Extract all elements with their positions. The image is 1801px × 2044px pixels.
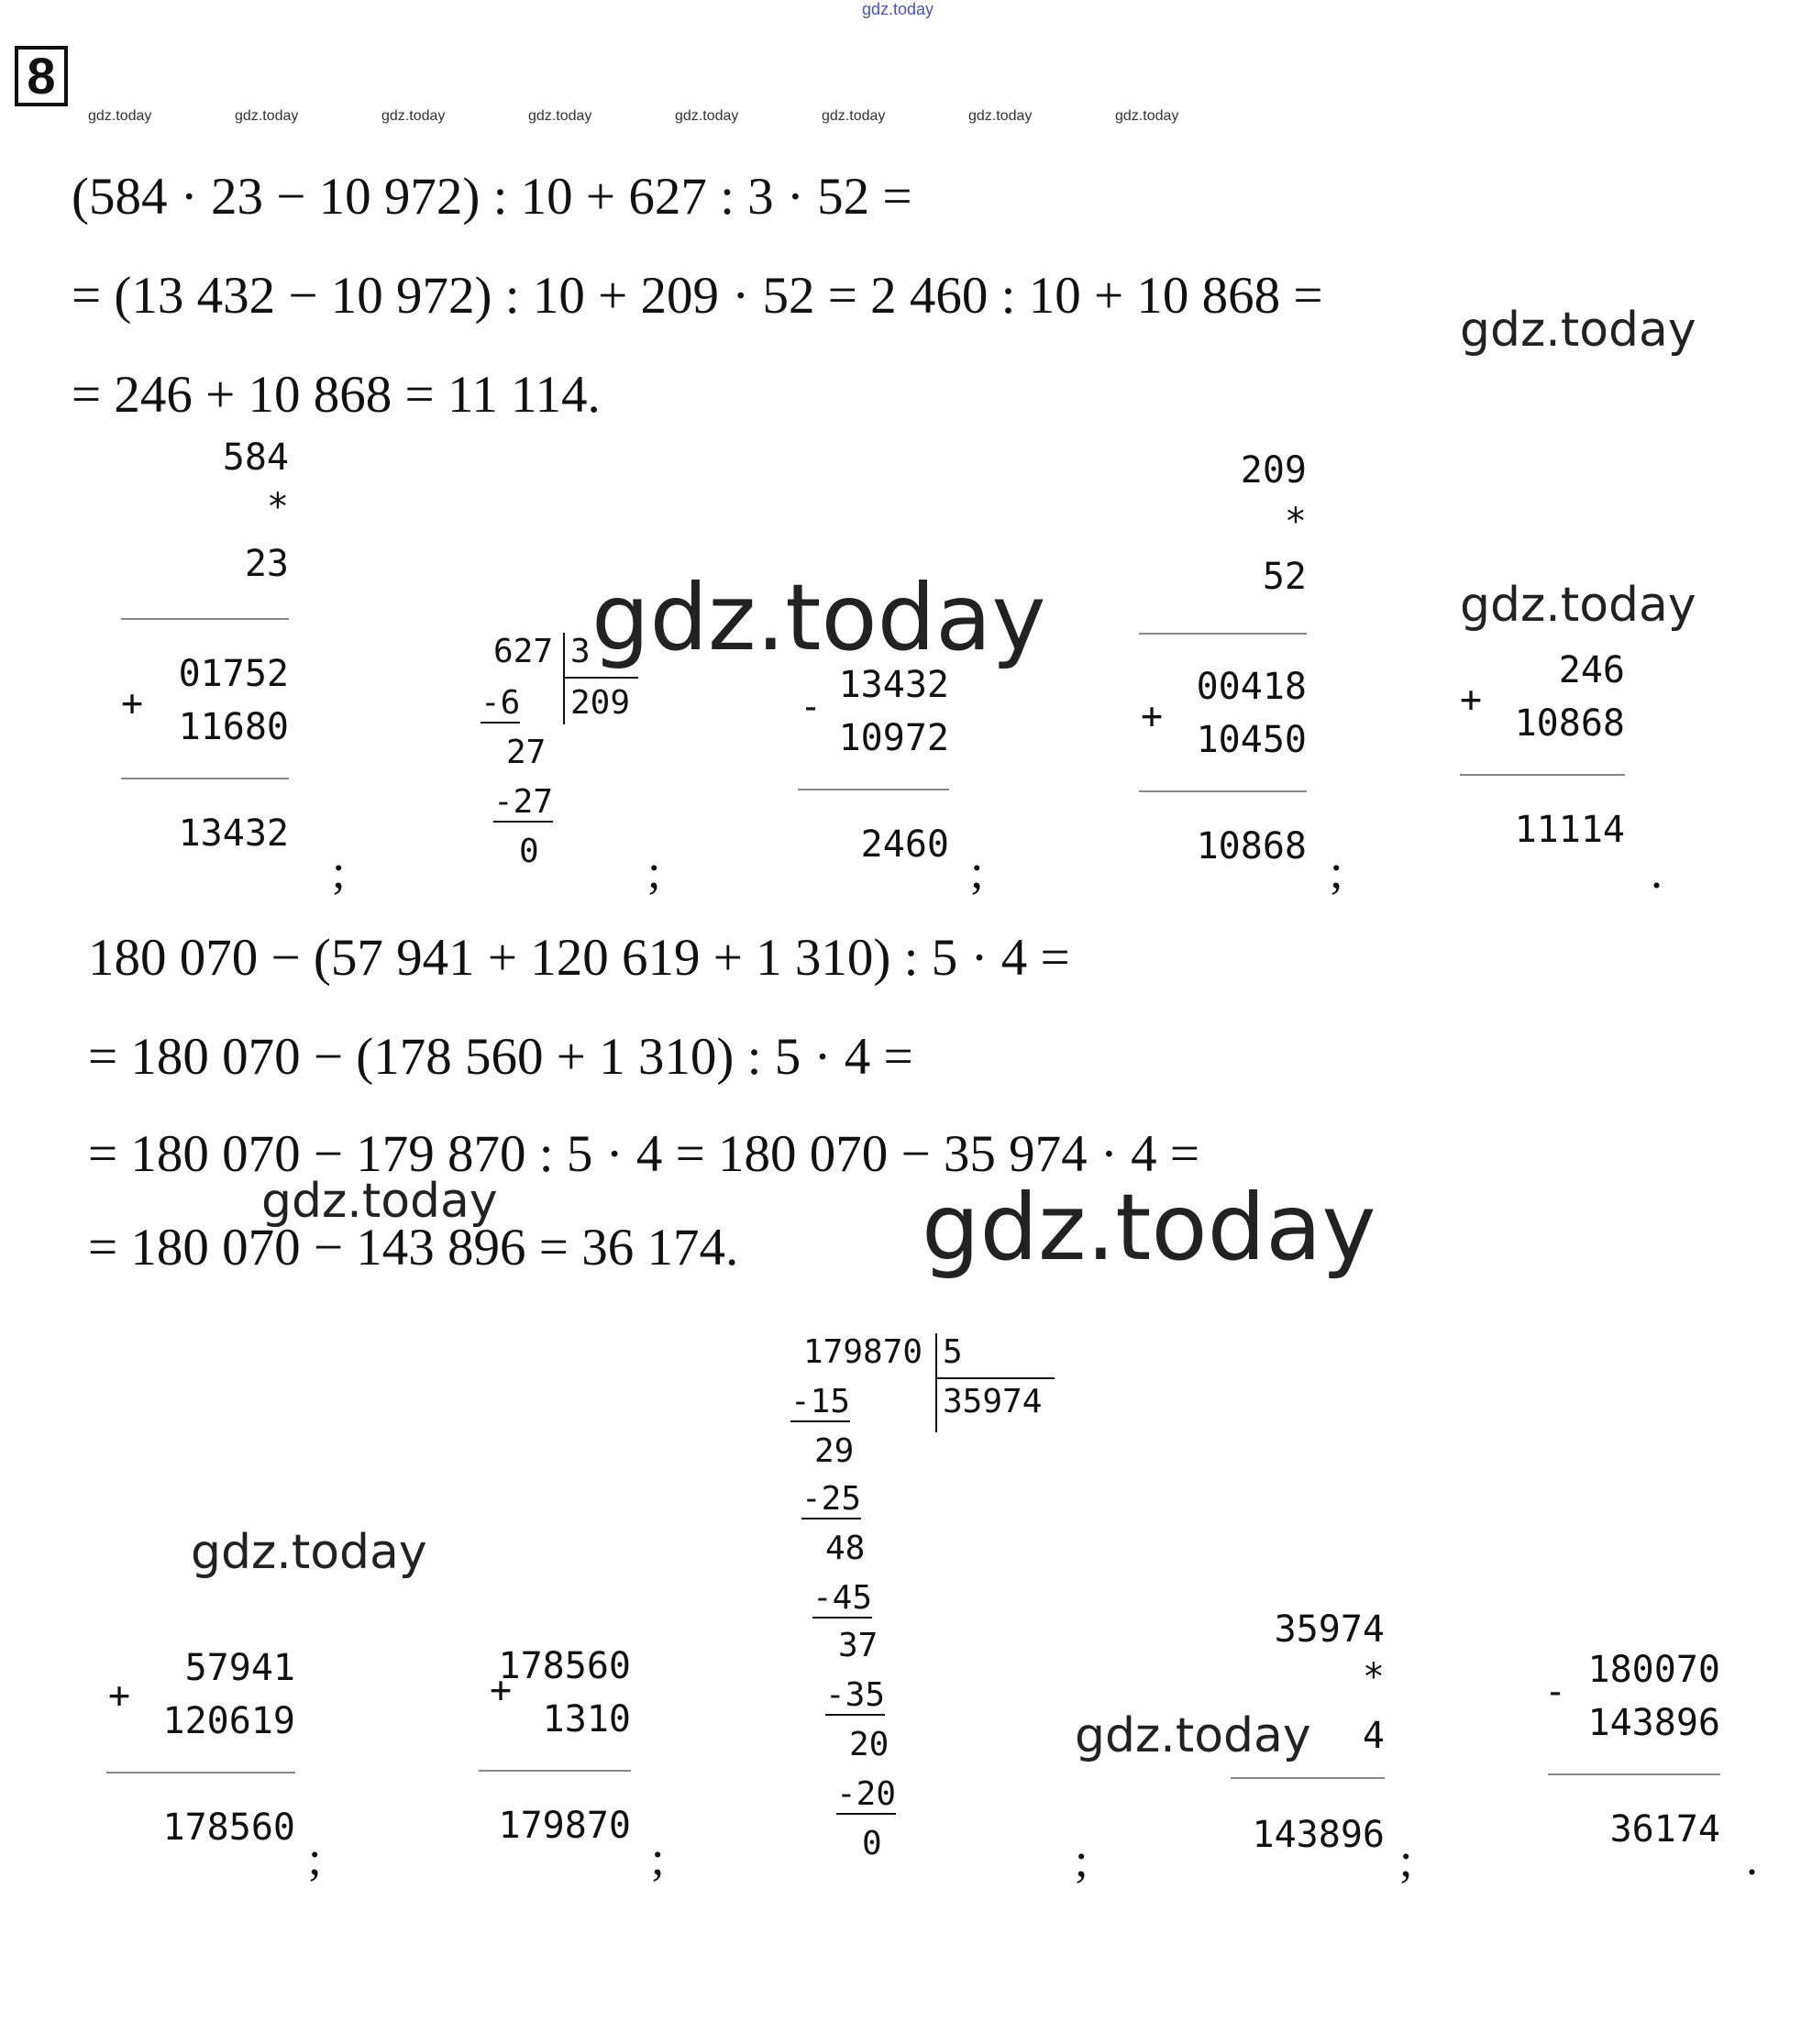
expr1-line3: = 246 + 10 868 = 11 114. (72, 366, 601, 424)
calc2-plus: + (1141, 695, 1164, 737)
div1-divider-vertical (563, 633, 565, 724)
mul3-semicolon: ; (1399, 1835, 1413, 1887)
div2-step-9: -20 (836, 1775, 897, 1813)
calc2-p2: 10450 (1196, 719, 1307, 761)
add1-period: . (1651, 846, 1663, 899)
div1-quotient: 209 (570, 684, 631, 722)
div2-step-2: 29 (814, 1432, 855, 1470)
calc2-op: * (1284, 501, 1307, 543)
div1-remainder-1: 27 (506, 734, 547, 771)
calc2-semicolon: ; (1330, 846, 1343, 899)
div2-step-10: 0 (862, 1825, 882, 1862)
div2-dividend: 179870 (803, 1333, 923, 1371)
watermark-row-7: gdz.today (968, 108, 1033, 124)
expr1-line2: = (13 432 − 10 972) : 10 + 209 · 52 = 2 460 : 10 + 10 868 = (72, 267, 1323, 325)
calc1-b: 23 (244, 543, 289, 585)
add2-plus: + (108, 1674, 131, 1717)
watermark-left-2: gdz.today (191, 1525, 427, 1580)
mul3-b: 4 (1362, 1715, 1385, 1757)
add3-plus: + (490, 1669, 513, 1711)
calc1-rule-2 (121, 778, 289, 779)
watermark-row-6: gdz.today (822, 108, 886, 124)
mul3-result: 143896 (1252, 1814, 1385, 1856)
mul3-a: 35974 (1274, 1608, 1385, 1651)
div2-divisor: 5 (943, 1333, 963, 1371)
add1-b: 10868 (1514, 702, 1625, 745)
div1-semicolon: ; (647, 846, 661, 899)
add1-rule (1460, 774, 1625, 776)
div2-divider-vertical (935, 1333, 937, 1432)
add3-b: 1310 (542, 1698, 631, 1740)
add3-result: 179870 (498, 1805, 631, 1847)
watermark-row-5: gdz.today (675, 108, 739, 124)
expr2-line3: = 180 070 − 179 870 : 5 · 4 = 180 070 − 35 974 · 4 = (88, 1125, 1200, 1183)
add2-result: 178560 (162, 1806, 295, 1849)
calc1-plus: + (121, 682, 144, 724)
add1-a: 246 (1558, 649, 1625, 691)
div2-step-3: -25 (801, 1480, 862, 1518)
sub2-rule (1548, 1773, 1720, 1775)
add3-semicolon: ; (651, 1833, 665, 1885)
watermark-center-2: gdz.today (922, 1174, 1376, 1281)
sub1-minus: - (800, 686, 823, 728)
add3-rule (479, 1770, 631, 1772)
watermark-right-3: gdz.today (1075, 1708, 1311, 1763)
add2-rule (106, 1772, 295, 1773)
calc2-rule-2 (1139, 790, 1307, 792)
calc2-b: 52 (1262, 556, 1307, 598)
div1-divider-horizontal (563, 677, 638, 679)
watermark-row-1: gdz.today (88, 108, 152, 124)
calc1-a: 584 (222, 436, 289, 479)
watermark-right-2: gdz.today (1460, 578, 1696, 633)
calc1-result: 13432 (178, 812, 289, 855)
add1-result: 11114 (1514, 809, 1625, 851)
calc1-p1: 01752 (178, 653, 289, 695)
mul3-rule (1231, 1777, 1385, 1779)
div2-step-4: 48 (825, 1530, 866, 1567)
calc1-p2: 11680 (178, 706, 289, 748)
sub1-result: 2460 (860, 823, 949, 866)
add2-b: 120619 (162, 1700, 295, 1742)
watermark-right-1: gdz.today (1460, 303, 1696, 358)
watermark-row-2: gdz.today (235, 108, 299, 124)
div2-step-7: -35 (825, 1676, 886, 1714)
div2-step-6: 37 (838, 1627, 878, 1664)
sub1-semicolon: ; (970, 846, 984, 899)
div1-remainder-2: 0 (519, 833, 539, 870)
sub2-b: 143896 (1587, 1702, 1720, 1744)
sub2-a: 180070 (1587, 1649, 1720, 1691)
calc2-a: 209 (1240, 449, 1307, 492)
calc2-result: 10868 (1196, 825, 1307, 867)
div2-step-5: -45 (812, 1579, 873, 1617)
sub1-a: 13432 (838, 664, 949, 706)
watermark-row-8: gdz.today (1115, 108, 1179, 124)
add3-a: 178560 (498, 1645, 631, 1687)
div2-step-8: 20 (849, 1726, 889, 1763)
sub2-result: 36174 (1609, 1808, 1720, 1851)
div1-step-1: -6 (481, 684, 521, 722)
mul3-op: * (1362, 1656, 1385, 1698)
expr2-line2: = 180 070 − (178 560 + 1 310) : 5 · 4 = (88, 1028, 913, 1086)
calc1-rule-1 (121, 618, 289, 620)
sub1-b: 10972 (838, 717, 949, 759)
div2-step-1: -15 (790, 1383, 851, 1420)
task-number-badge: 8 (15, 46, 68, 106)
div1-dividend: 627 (493, 633, 554, 670)
expr1-line1: (584 · 23 − 10 972) : 10 + 627 : 3 · 52 = (72, 168, 912, 226)
add2-a: 57941 (184, 1647, 295, 1689)
sub2-period: . (1746, 1833, 1758, 1885)
div1-step-2: -27 (493, 783, 554, 821)
sub1-rule (798, 789, 949, 790)
watermark-row-4: gdz.today (528, 108, 592, 124)
div1-divisor: 3 (570, 633, 591, 670)
add1-plus: + (1460, 679, 1483, 721)
expr2-line4: = 180 070 − 143 896 = 36 174. (88, 1219, 739, 1276)
expr2-line1: 180 070 − (57 941 + 120 619 + 1 310) : 5 · 4 = (88, 929, 1070, 987)
div2-semicolon: ; (1075, 1835, 1088, 1887)
calc2-p1: 00418 (1196, 666, 1307, 708)
sub2-minus: - (1544, 1671, 1567, 1713)
watermark-center-1: gdz.today (591, 564, 1046, 671)
calc1-op: * (266, 486, 289, 528)
calc2-rule-1 (1139, 633, 1307, 635)
watermark-left-1: gdz.today (261, 1174, 498, 1229)
add2-semicolon: ; (308, 1833, 322, 1885)
div2-divider-horizontal (935, 1377, 1055, 1379)
div2-quotient: 35974 (943, 1383, 1043, 1420)
watermark-row-3: gdz.today (381, 108, 446, 124)
calc1-semicolon: ; (332, 846, 346, 899)
watermark-top: gdz.today (862, 0, 934, 18)
